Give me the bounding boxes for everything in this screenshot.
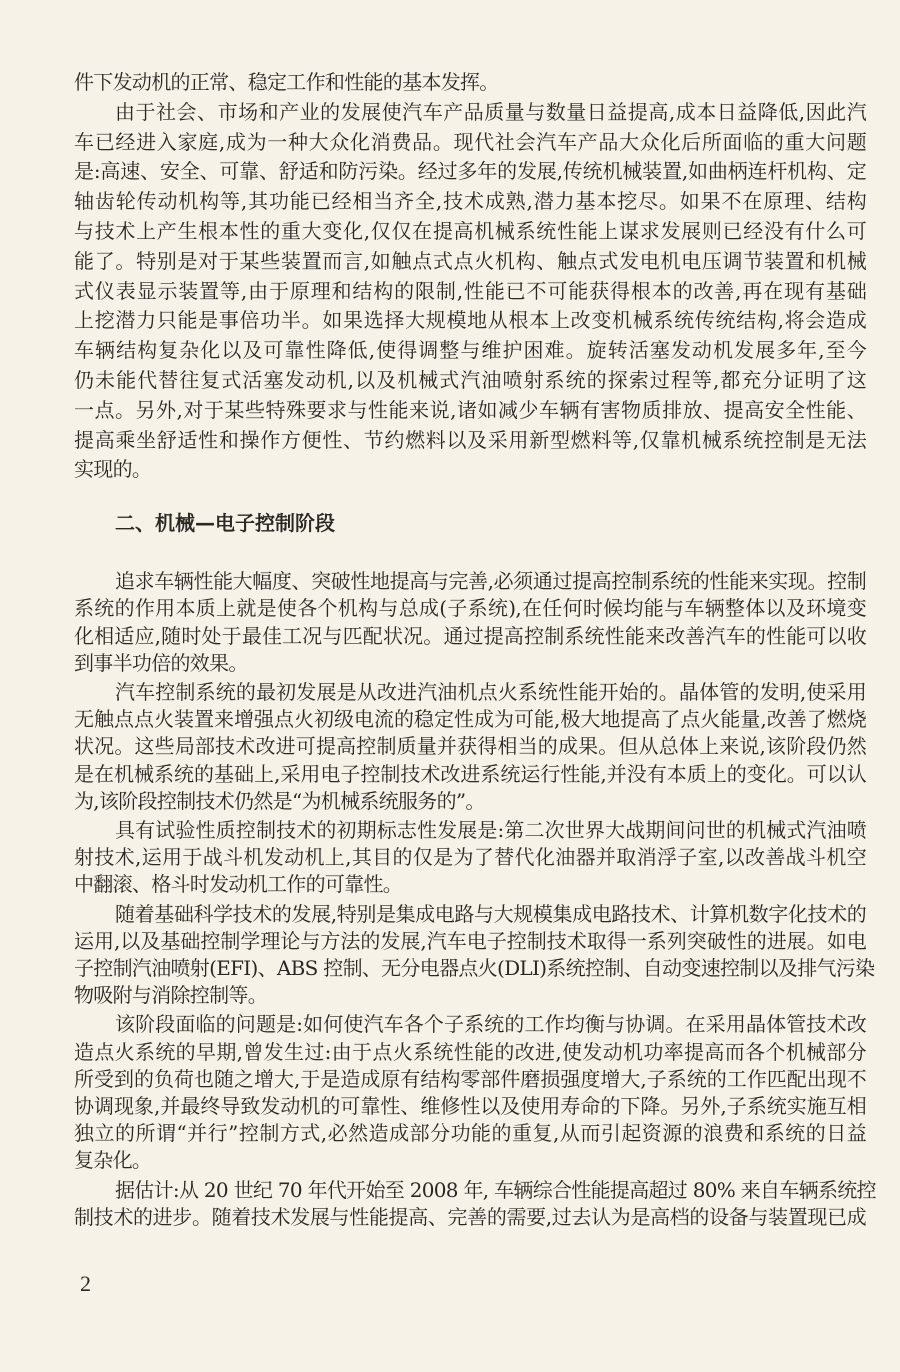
text-line: 具有试验性质控制技术的初期标志性发展是:第二次世界大战期间问世的机械式汽油喷 (115, 817, 866, 842)
paragraph (74, 568, 866, 677)
text-line: 造点火系统的早期,曾发生过:由于点火系统性能的改进,使发动机功率提高而各个机械部分 (74, 1039, 866, 1064)
top-section (74, 68, 866, 485)
page-number: 2 (80, 1271, 91, 1296)
text-line: 是:高速、安全、可靠、舒适和防污染。经过多年的发展,传统机械装置,如曲柄连杆机构、定 (74, 159, 866, 184)
text-line: 独立的所谓“并行”控制方式,必然造成部分功能的重复,从而引起资源的浪费和系统的日益 (74, 1121, 866, 1146)
bottom-section (74, 568, 876, 1231)
paragraph (74, 679, 866, 815)
text-line: 协调现象,并最终导致发动机的可靠性、维修性以及使用寿命的下降。另外,子系统实施互相 (74, 1094, 866, 1119)
text-line: 所受到的负荷也随之增大,于是造成原有结构零部件磨损强度增大,子系统的工作匹配出现不 (74, 1066, 866, 1091)
paragraph (74, 1011, 866, 1174)
paragraph (74, 1177, 876, 1231)
text-line: 式仪表显示装置等,由于原理和结构的限制,性能已不可能获得根本的改善,再在现有基础 (74, 278, 866, 303)
text-line: 追求车辆性能大幅度、突破性地提高与完善,必须通过提高控制系统的性能来实现。控制 (115, 569, 866, 594)
text-line: 是在机械系统的基础上,采用电子控制技术改进系统运行性能,并没有本质上的变化。可以认 (74, 761, 866, 786)
text-line: 上挖潜力只能是事倍功半。如果选择大规模地从根本上改变机械系统传统结构,将会造成 (74, 308, 866, 333)
text-line: 一点。另外,对于某些特殊要求与性能来说,诸如减少车辆有害物质排放、提高安全性能、 (74, 397, 866, 422)
text-line: 提高乘坐舒适性和操作方便性、节约燃料以及采用新型燃料等,仅靠机械系统控制是无法 (74, 427, 866, 452)
text-line: 运用,以及基础控制学理论与方法的发展,汽车电子控制技术取得一系列突破性的进展。如电 (74, 928, 866, 953)
paragraph (74, 68, 866, 98)
text-line: 仍未能代替往复式活塞发动机,以及机械式汽油喷射系统的探索过程等,都充分证明了这 (74, 367, 866, 392)
text-line: 无触点点火装置来增强点火初级电流的稳定性成为可能,极大地提高了点火能量,改善了燃烧 (74, 707, 866, 732)
text-line: 由于社会、市场和产业的发展使汽车产品质量与数量日益提高,成本日益降低,因此汽 (115, 99, 866, 124)
paragraph (74, 98, 866, 485)
text-line: 车辆结构复杂化以及可靠性降低,使得调整与维护困难。旋转活塞发动机发展多年,至今 (74, 338, 866, 363)
text-line: 制技术的进步。随着技术发展与性能提高、完善的需要,过去认为是高档的设备与装置现已成 (74, 1204, 866, 1229)
paragraph (74, 901, 875, 1010)
text-line: 与技术上产生根本性的重大变化,仅仅在提高机械系统性能上谋求发展则已经没有什么可 (74, 218, 866, 243)
text-line: 汽车控制系统的最初发展是从改进汽油机点火系统性能开始的。晶体管的发明,使采用 (115, 679, 866, 704)
section-heading: 二、机械—电子控制阶段 (115, 511, 335, 536)
text-line: 化相适应,随时处于最佳工况与匹配状况。通过提高控制系统性能来改善汽车的性能可以收 (74, 623, 866, 648)
page-body (74, 68, 876, 1233)
text-line: 中翻滚、格斗时发动机工作的可靠性。 (74, 872, 403, 897)
text-line: 随着基础科学技术的发展,特别是集成电路与大规模集成电路技术、计算机数字化技术的 (115, 901, 866, 926)
text-line: 实现的。 (74, 457, 152, 482)
text-line: 为,该阶段控制技术仍然是“为机械系统服务的”。 (74, 788, 485, 813)
paragraph (74, 817, 866, 899)
text-line: 子控制汽油喷射(EFI)、ABS 控制、无分电器点火(DLI)系统控制、自动变速控制以及排气污染 (74, 956, 875, 980)
text-line: 射技术,运用于战斗机发动机上,其目的仅是为了替代化油器并取消浮子室,以改善战斗机空 (74, 845, 866, 870)
text-line: 系统的作用本质上就是使各个机构与总成(子系统),在任何时候均能与车辆整体以及环境变 (74, 596, 866, 621)
text-line: 该阶段面临的问题是:如何使汽车各个子系统的工作均衡与协调。在采用晶体管技术改 (115, 1012, 866, 1037)
text-line: 状况。这些局部技术改进可提高控制质量并获得相当的成果。但从总体上来说,该阶段仍然 (74, 734, 866, 759)
text-line: 复杂化。 (74, 1148, 152, 1173)
text-line: 到事半功倍的效果。 (74, 650, 248, 675)
text-line: 车已经进入家庭,成为一种大众化消费品。现代社会汽车产品大众化后所面临的重大问题 (74, 129, 866, 154)
text-line: 物吸附与消除控制等。 (74, 983, 267, 1008)
text-line: 件下发动机的正常、稳定工作和性能的基本发挥。 (74, 70, 499, 94)
text-line: 轴齿轮传动机构等,其功能已经相当齐全,技术成熟,潜力基本挖尽。如果不在原理、结构 (74, 189, 866, 214)
text-line: 据估计:从 20 世纪 70 年代开始至 2008 年, 车辆综合性能提高超过 80% 来自车辆系统控 (115, 1177, 876, 1202)
text-line: 能了。特别是对于某些装置而言,如触点式点火机构、触点式发电机电压调节装置和机械 (74, 248, 866, 273)
